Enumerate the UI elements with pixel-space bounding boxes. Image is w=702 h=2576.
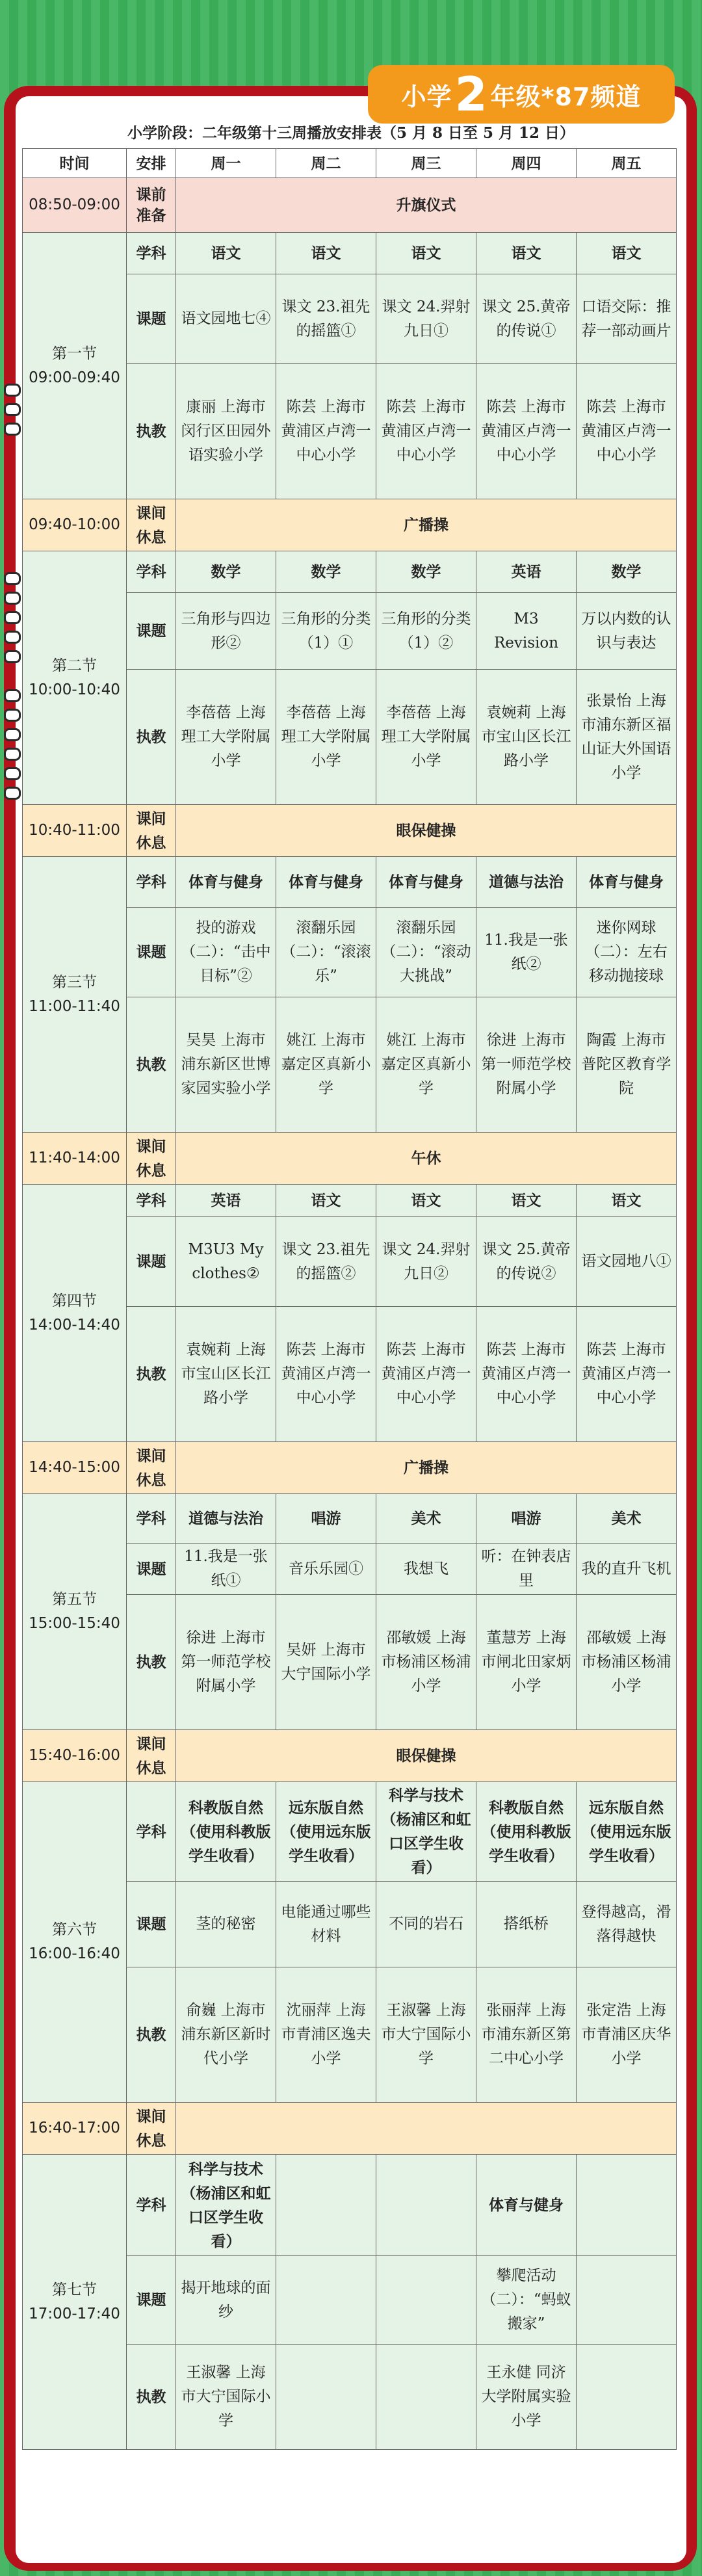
header-plan: 安排: [127, 149, 176, 178]
row-label-topic: 课题: [127, 908, 176, 997]
period-time: 14:00-14:40: [29, 1316, 120, 1334]
break-row: [23, 1442, 677, 1494]
subject-cell: 唱游: [276, 1494, 376, 1544]
row-label-topic: 课题: [127, 1882, 176, 1967]
topic-cell: 11.我是一张纸①: [176, 1544, 276, 1595]
teacher-cell: 陈芸 上海市黄浦区卢湾一中心小学: [476, 364, 577, 499]
subject-cell: 英语: [176, 1185, 276, 1217]
teacher-cell: [577, 2345, 677, 2450]
period-name-time: [23, 1185, 127, 1442]
ceremony-label: 课前准备: [127, 178, 176, 233]
header-day: 周四: [476, 149, 577, 178]
row-label-subject: 学科: [127, 857, 176, 908]
period-subject-row: [23, 2155, 677, 2256]
subject-cell: 远东版自然（使用远东版学生收看）: [577, 1782, 677, 1882]
teacher-cell: 李蓓蓓 上海理工大学附属小学: [176, 670, 276, 805]
ceremony-row: [23, 178, 677, 233]
break-time: 15:40-16:00: [23, 1730, 127, 1782]
subject-cell: 英语: [476, 551, 577, 593]
row-label-subject: 学科: [127, 551, 176, 593]
teacher-cell: 邵敏媛 上海市杨浦区杨浦小学: [577, 1595, 677, 1730]
subject-cell: 唱游: [476, 1494, 577, 1544]
topic-cell: 课文 24.羿射九日②: [376, 1217, 476, 1307]
break-time: 11:40-14:00: [23, 1133, 127, 1185]
break-time: 10:40-11:00: [23, 805, 127, 857]
subject-cell: 道德与法治: [476, 857, 577, 908]
subject-cell: 美术: [577, 1494, 677, 1544]
row-label-teacher: 执教: [127, 670, 176, 805]
teacher-cell: 陈芸 上海市黄浦区卢湾一中心小学: [476, 1307, 577, 1442]
teacher-cell: 张丽萍 上海市浦东新区第二中心小学: [476, 1967, 577, 2103]
subject-cell: 科学与技术（杨浦区和虹口区学生收看）: [376, 1782, 476, 1882]
period-subject-row: [23, 1185, 677, 1217]
row-label-teacher: 执教: [127, 1595, 176, 1730]
topic-cell: 登得越高，滑落得越快: [577, 1882, 677, 1967]
row-label-teacher: 执教: [127, 364, 176, 499]
teacher-cell: 陈芸 上海市黄浦区卢湾一中心小学: [376, 364, 476, 499]
topic-cell: 语文园地七④: [176, 274, 276, 364]
teacher-cell: 陈芸 上海市黄浦区卢湾一中心小学: [376, 1307, 476, 1442]
period-subject-row: [23, 1494, 677, 1544]
subject-cell: 科教版自然（使用科教版学生收看）: [176, 1782, 276, 1882]
break-content: 眼保健操: [176, 805, 677, 857]
header-row: [23, 149, 677, 178]
teacher-cell: 徐进 上海市第一师范学校附属小学: [476, 997, 577, 1133]
subject-cell: 数学: [176, 551, 276, 593]
topic-cell: 不同的岩石: [376, 1882, 476, 1967]
topic-cell: 我想飞: [376, 1544, 476, 1595]
topic-cell: 三角形与四边形②: [176, 593, 276, 670]
period-subject-row: [23, 857, 677, 908]
schedule-table: [22, 148, 677, 2450]
topic-cell: 攀爬活动（二）：“蚂蚁搬家”: [476, 2256, 577, 2345]
break-row: [23, 805, 677, 857]
topic-cell: 口语交际：推荐一部动画片: [577, 274, 677, 364]
teacher-cell: 袁婉莉 上海市宝山区长江路小学: [476, 670, 577, 805]
subject-cell: 体育与健身: [276, 857, 376, 908]
row-label-teacher: 执教: [127, 997, 176, 1133]
teacher-cell: 陈芸 上海市黄浦区卢湾一中心小学: [577, 1307, 677, 1442]
subject-cell: [276, 2155, 376, 2256]
teacher-cell: 邵敏媛 上海市杨浦区杨浦小学: [376, 1595, 476, 1730]
break-content: [176, 2103, 677, 2155]
break-content: 眼保健操: [176, 1730, 677, 1782]
teacher-cell: 陈芸 上海市黄浦区卢湾一中心小学: [276, 1307, 376, 1442]
badge-suffix: 年级*87频道: [490, 82, 642, 111]
teacher-cell: 沈丽萍 上海市青浦区逸夫小学: [276, 1967, 376, 2103]
teacher-cell: 俞巍 上海市浦东新区新时代小学: [176, 1967, 276, 2103]
topic-cell: 课文 25.黄帝的传说①: [476, 274, 577, 364]
period-name: 第七节: [52, 2281, 97, 2298]
break-label: 课间休息: [127, 1442, 176, 1494]
subject-cell: 远东版自然（使用远东版学生收看）: [276, 1782, 376, 1882]
period-time: 11:00-11:40: [29, 997, 120, 1015]
header-time: 时间: [23, 149, 127, 178]
teacher-cell: 徐进 上海市第一师范学校附属小学: [176, 1595, 276, 1730]
header-day: 周五: [577, 149, 677, 178]
subject-cell: 数学: [376, 551, 476, 593]
break-time: 14:40-15:00: [23, 1442, 127, 1494]
subject-cell: 美术: [376, 1494, 476, 1544]
teacher-cell: 姚江 上海市嘉定区真新小学: [376, 997, 476, 1133]
topic-cell: 电能通过哪些材料: [276, 1882, 376, 1967]
topic-cell: 迷你网球（二）：左右移动抛接球: [577, 908, 677, 997]
period-time: 09:00-09:40: [29, 369, 120, 386]
badge-grade-number: 2: [454, 67, 488, 122]
topic-cell: 音乐乐园①: [276, 1544, 376, 1595]
teacher-cell: 姚江 上海市嘉定区真新小学: [276, 997, 376, 1133]
teacher-cell: 张定浩 上海市青浦区庆华小学: [577, 1967, 677, 2103]
row-label-topic: 课题: [127, 1217, 176, 1307]
period-name: 第六节: [52, 1921, 97, 1938]
row-label-teacher: 执教: [127, 1307, 176, 1442]
header-day: 周二: [276, 149, 376, 178]
break-content: 午休: [176, 1133, 677, 1185]
subject-cell: [577, 2155, 677, 2256]
teacher-cell: 王永健 同济大学附属实验小学: [476, 2345, 577, 2450]
ceremony-time: 08:50-09:00: [23, 178, 127, 233]
row-label-teacher: 执教: [127, 1967, 176, 2103]
row-label-topic: 课题: [127, 2256, 176, 2345]
period-time: 15:00-15:40: [29, 1615, 120, 1632]
header-day: 周三: [376, 149, 476, 178]
period-name-time: [23, 233, 127, 499]
subject-cell: 科学与技术（杨浦区和虹口区学生收看）: [176, 2155, 276, 2256]
subject-cell: 语文: [577, 1185, 677, 1217]
break-time: 16:40-17:00: [23, 2103, 127, 2155]
period-name: 第四节: [52, 1292, 97, 1309]
row-label-subject: 学科: [127, 233, 176, 274]
topic-cell: 搭纸桥: [476, 1882, 577, 1967]
period-time: 10:00-10:40: [29, 681, 120, 698]
topic-cell: 课文 23.祖先的摇篮①: [276, 274, 376, 364]
break-time: 09:40-10:00: [23, 499, 127, 551]
break-content: 广播操: [176, 499, 677, 551]
subject-cell: 语文: [476, 233, 577, 274]
subject-cell: 道德与法治: [176, 1494, 276, 1544]
row-label-topic: 课题: [127, 274, 176, 364]
teacher-cell: 陈芸 上海市黄浦区卢湾一中心小学: [577, 364, 677, 499]
period-subject-row: [23, 1782, 677, 1882]
row-label-subject: 学科: [127, 1782, 176, 1882]
topic-cell: 揭开地球的面纱: [176, 2256, 276, 2345]
period-subject-row: [23, 551, 677, 593]
subject-cell: 数学: [276, 551, 376, 593]
subject-cell: 体育与健身: [577, 857, 677, 908]
period-name: 第五节: [52, 1591, 97, 1608]
topic-cell: 万以内数的认识与表达: [577, 593, 677, 670]
row-label-subject: 学科: [127, 2155, 176, 2256]
topic-cell: [376, 2256, 476, 2345]
teacher-cell: 康丽 上海市闵行区田园外语实验小学: [176, 364, 276, 499]
teacher-cell: 吴昊 上海市浦东新区世博家园实验小学: [176, 997, 276, 1133]
period-subject-row: [23, 233, 677, 274]
subject-cell: [376, 2155, 476, 2256]
teacher-cell: 李蓓蓓 上海理工大学附属小学: [276, 670, 376, 805]
row-label-topic: 课题: [127, 1544, 176, 1595]
subject-cell: 体育与健身: [476, 2155, 577, 2256]
topic-cell: 11.我是一张纸②: [476, 908, 577, 997]
break-label: 课间休息: [127, 1730, 176, 1782]
topic-cell: 语文园地八①: [577, 1217, 677, 1307]
ceremony-content: 升旗仪式: [176, 178, 677, 233]
break-label: 课间休息: [127, 1133, 176, 1185]
topic-cell: 我的直升飞机: [577, 1544, 677, 1595]
period-name-time: [23, 857, 127, 1133]
subject-cell: 语文: [176, 233, 276, 274]
period-name-time: [23, 1782, 127, 2103]
topic-cell: 课文 25.黄帝的传说②: [476, 1217, 577, 1307]
teacher-cell: 李蓓蓓 上海理工大学附属小学: [376, 670, 476, 805]
row-label-subject: 学科: [127, 1494, 176, 1544]
subject-cell: 科教版自然（使用科教版学生收看）: [476, 1782, 577, 1882]
header-day: 周一: [176, 149, 276, 178]
subject-cell: 体育与健身: [376, 857, 476, 908]
teacher-cell: 陈芸 上海市黄浦区卢湾一中心小学: [276, 364, 376, 499]
subject-cell: 语文: [577, 233, 677, 274]
topic-cell: 课文 24.羿射九日①: [376, 274, 476, 364]
row-label-topic: 课题: [127, 593, 176, 670]
teacher-cell: 王淑馨 上海市大宁国际小学: [176, 2345, 276, 2450]
break-row: [23, 1730, 677, 1782]
topic-cell: 听：在钟表店里: [476, 1544, 577, 1595]
badge-prefix: 小学: [401, 82, 452, 111]
subject-cell: 语文: [376, 1185, 476, 1217]
topic-cell: [577, 2256, 677, 2345]
period-name-time: [23, 2155, 127, 2450]
teacher-cell: 陶霞 上海市普陀区教育学院: [577, 997, 677, 1133]
topic-cell: 滚翻乐园（二）：“滚动大挑战”: [376, 908, 476, 997]
schedule-caption: 小学阶段：二年级第十三周播放安排表（5 月 8 日至 5 月 12 日）: [127, 124, 575, 142]
subject-cell: 语文: [476, 1185, 577, 1217]
teacher-cell: 吴妍 上海市大宁国际小学: [276, 1595, 376, 1730]
period-name: 第二节: [52, 657, 97, 674]
subject-cell: 数学: [577, 551, 677, 593]
break-label: 课间休息: [127, 805, 176, 857]
binder-rings: [4, 384, 21, 442]
subject-cell: 体育与健身: [176, 857, 276, 908]
period-time: 16:00-16:40: [29, 1945, 120, 1962]
teacher-cell: [276, 2345, 376, 2450]
teacher-cell: 董慧芳 上海市闸北田家炳小学: [476, 1595, 577, 1730]
topic-cell: [276, 2256, 376, 2345]
break-row: [23, 2103, 677, 2155]
topic-cell: 投的游戏（二）：“击中目标”②: [176, 908, 276, 997]
period-name-time: [23, 551, 127, 805]
channel-badge: [368, 65, 675, 124]
break-label: 课间休息: [127, 2103, 176, 2155]
topic-cell: 三角形的分类（1）①: [276, 593, 376, 670]
subject-cell: 语文: [276, 233, 376, 274]
period-name-time: [23, 1494, 127, 1730]
period-name: 第一节: [52, 345, 97, 362]
break-row: [23, 499, 677, 551]
subject-cell: 语文: [376, 233, 476, 274]
teacher-cell: 袁婉莉 上海市宝山区长江路小学: [176, 1307, 276, 1442]
topic-cell: 课文 23.祖先的摇篮②: [276, 1217, 376, 1307]
period-name: 第三节: [52, 973, 97, 991]
break-content: 广播操: [176, 1442, 677, 1494]
row-label-teacher: 执教: [127, 2345, 176, 2450]
teacher-cell: 王淑馨 上海市大宁国际小学: [376, 1967, 476, 2103]
binder-rings: [4, 689, 21, 806]
topic-cell: M3 Revision: [476, 593, 577, 670]
row-label-subject: 学科: [127, 1185, 176, 1217]
topic-cell: 三角形的分类（1）②: [376, 593, 476, 670]
topic-cell: 茎的秘密: [176, 1882, 276, 1967]
topic-cell: M3U3 My clothes②: [176, 1217, 276, 1307]
break-row: [23, 1133, 677, 1185]
binder-rings: [4, 572, 21, 670]
teacher-cell: [376, 2345, 476, 2450]
period-time: 17:00-17:40: [29, 2305, 120, 2322]
subject-cell: 语文: [276, 1185, 376, 1217]
teacher-cell: 张景怡 上海市浦东新区福山证大外国语小学: [577, 670, 677, 805]
break-label: 课间休息: [127, 499, 176, 551]
topic-cell: 滚翻乐园（二）：“滚滚乐”: [276, 908, 376, 997]
